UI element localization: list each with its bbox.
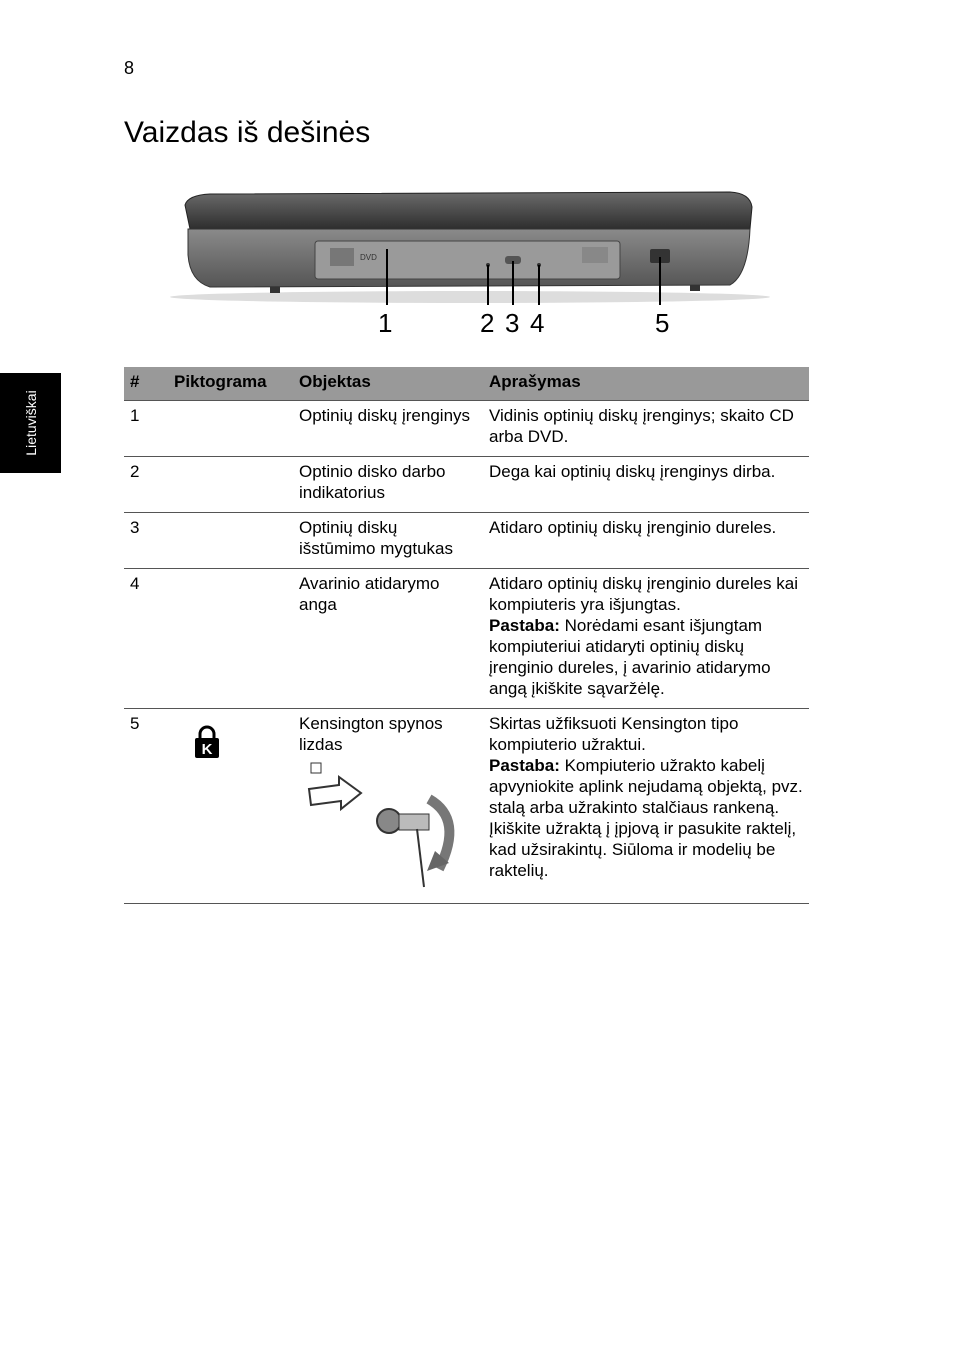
row-icon-cell (168, 457, 293, 513)
row-object: Optinių diskų išstūmimo mygtukas (293, 513, 483, 569)
row-icon-cell (168, 513, 293, 569)
table-row (124, 457, 809, 513)
table-row (124, 709, 809, 904)
laptop-right-side-illustration (170, 185, 770, 345)
row-description: Atidaro optinių diskų įrenginio dureles kai kompiuteris yra išjungtas. (489, 574, 799, 614)
page-number: 8 (124, 58, 135, 78)
header-number: # (124, 367, 168, 401)
kensington-lock-icon (194, 725, 220, 759)
row-number: 2 (124, 457, 168, 513)
row-description: Skirtas užfiksuoti Kensington tipo kompiuterio užraktui. (489, 714, 739, 754)
ports-table (124, 367, 809, 904)
table-row (124, 513, 809, 569)
row-description: Atidaro optinių diskų įrenginio dureles. (483, 513, 809, 569)
header-object: Objektas (293, 367, 483, 401)
callout-1: 1 (378, 308, 393, 338)
table-row (124, 569, 809, 709)
row-note (489, 615, 803, 699)
row-object: Kensington spynos lizdas (299, 714, 443, 754)
note-label: Pastaba: (489, 616, 560, 635)
row-icon-cell (168, 401, 293, 457)
callout-4: 4 (530, 308, 545, 338)
row-icon-cell (168, 569, 293, 709)
row-number: 5 (124, 709, 168, 904)
callout-5: 5 (655, 308, 670, 338)
row-object: Optinio disko darbo indikatorius (293, 457, 483, 513)
kensington-lock-illustration (299, 759, 469, 889)
row-number: 3 (124, 513, 168, 569)
lock-icon-letter: K (201, 741, 213, 758)
row-description: Vidinis optinių diskų įrenginys; skaito CD arba DVD. (483, 401, 809, 457)
row-object: Optinių diskų įrenginys (293, 401, 483, 457)
note-text: Kompiuterio užrakto kabelį apvyniokite aplink nejudamą objektą, pvz. stalą arba užrakinto stalčiaus rankeną. Įkiškite užraktą į įpjovą ir pasukite raktelį, kad užsirakintų. Siūloma ir modelių be raktelių. (489, 756, 803, 880)
row-icon-cell (168, 709, 293, 904)
row-object-cell (293, 709, 483, 904)
note-text: Norėdami esant išjungtam kompiuteriui atidaryti optinių diskų įrenginio dureles, į avarinio atidarymo angą įkiškite sąvaržėlę. (489, 616, 771, 698)
header-description: Aprašymas (483, 367, 809, 401)
row-number: 4 (124, 569, 168, 709)
language-tab (0, 373, 61, 473)
table-header-row (124, 367, 809, 401)
language-tab-label: Lietuviškai (23, 390, 39, 456)
callout-2: 2 (480, 308, 495, 338)
note-label: Pastaba: (489, 756, 560, 775)
svg-text:DVD: DVD (360, 253, 377, 262)
table-row (124, 401, 809, 457)
row-number: 1 (124, 401, 168, 457)
row-description: Dega kai optinių diskų įrenginys dirba. (483, 457, 809, 513)
row-description-cell (483, 709, 809, 904)
callout-3: 3 (505, 308, 520, 338)
row-description-cell (483, 569, 809, 709)
row-object: Avarinio atidarymo anga (293, 569, 483, 709)
page-title: Vaizdas iš dešinės (124, 116, 371, 149)
row-note (489, 755, 803, 881)
header-icon: Piktograma (168, 367, 293, 401)
